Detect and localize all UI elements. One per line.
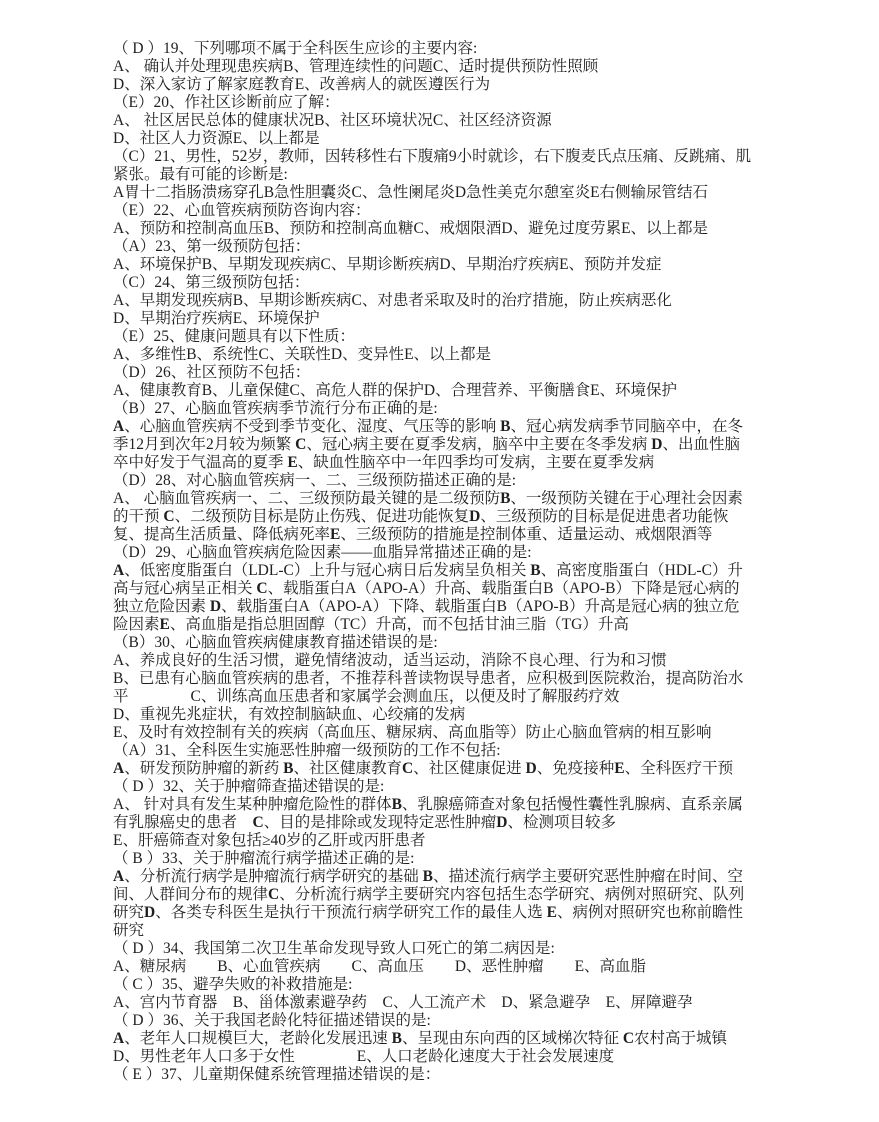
bold-option-letter: E (546, 904, 557, 921)
bold-option-letter: A (113, 760, 125, 777)
text-line: （ D ）36、关于我国老龄化特征描述错误的是: (113, 1012, 431, 1029)
text-line: （ B ）33、关于肿瘤流行病学描述正确的是: (113, 850, 415, 867)
text-line: D、男性老年人口多于女性 E、人口老龄化速度大于社会发展速度 (113, 1048, 615, 1065)
bold-option-letter: B (530, 562, 541, 579)
text-line: A、养成良好的生活习惯，避免情绪波动，适当运动，消除不良心理、行为和习惯 (113, 652, 667, 669)
bold-option-letter: D (469, 508, 481, 525)
text-line: （C）24、第三级预防包括： (113, 274, 310, 291)
text-line: A、环境保护B、早期发现疾病C、早期诊断疾病D、早期治疗疾病E、预防并发症 (113, 256, 662, 273)
bold-option-letter: C (163, 508, 175, 525)
bold-option-letter: B (500, 490, 511, 507)
text-line: 研究D、各类专科医生是执行干预流行病学研究工作的最佳人选 E、病例对照研究也称前瞻性 (113, 904, 743, 921)
text-line: A、健康教育B、儿童保健C、高危人群的保护D、合理营养、平衡膳食E、环境保护 (113, 382, 678, 399)
text-line: D、深入家访了解家庭教育E、改善病人的就医遵医行为 (113, 76, 491, 93)
text-line: 高与冠心病呈正相关 C、载脂蛋白A（APO-A）升高、载脂蛋白B（APO-B）下降是冠心病的 (113, 580, 740, 597)
bold-option-letter: C (268, 886, 280, 903)
text-line: A、 确认并处理现患疾病B、管理连续性的问题C、适时提供预防性照顾 (113, 58, 599, 75)
bold-option-letter: E (330, 526, 341, 543)
bold-option-letter: D (651, 436, 663, 453)
bold-option-letter: B (391, 796, 402, 813)
text-line: A、 社区居民总体的健康状况B、社区环境状况C、社区经济资源 (113, 112, 552, 129)
text-line: 险因素E、高血脂是指总胆固醇（TC）升高，而不包括甘油三脂（TG）升高 (113, 616, 629, 633)
text-line: A、早期发现疾病B、早期诊断疾病C、对患者采取及时的治疗措施，防止疾病恶化 (113, 292, 672, 309)
text-line: 独立危险因素 D、载脂蛋白A（APO-A）下降、载脂蛋白B（APO-B）升高是冠心病的独立危 (113, 598, 740, 615)
text-line: A、老年人口规模巨大，老龄化发展迅速 B、呈现由东向西的区域梯次特征 C农村高于城镇 (113, 1030, 728, 1047)
bold-option-letter: D (209, 598, 222, 615)
text-line: A、分析流行病学是肿瘤流行病学研究的基础 B、描述流行病学主要研究恶性肿瘤在时间、空 (113, 868, 743, 885)
text-line: A、 针对具有发生某种肿瘤危险性的群体B、乳腺癌筛查对象包括慢性囊性乳腺病、直系亲属 (113, 796, 743, 813)
text-line: 间、人群间分布的规律C、分析流行病学主要研究内容包括生态学研究、病例对照研究、队列 (113, 886, 745, 903)
text-line: （D）29、心脑血管疾病危险因素——血脂异常描述正确的是: (113, 544, 532, 561)
bold-option-letter: C (622, 1030, 635, 1047)
bold-option-letter: D (496, 814, 508, 831)
text-line: A、预防和控制高血压B、预防和控制高血糖C、戒烟限酒D、避免过度劳累E、以上都是 (113, 220, 709, 237)
text-line: 的干预 C、二级预防目标是防止伤残、促进功能恢复D、三级预防的目标是促进患者功能恢 (113, 508, 729, 525)
text-line: （B）30、心脑血管疾病健康教育描述错误的是: (113, 634, 438, 651)
bold-option-letter: C (256, 580, 268, 597)
text-line: E、肝癌筛查对象包括≥40岁的乙肝或丙肝患者 (113, 832, 426, 849)
text-line: A、低密度脂蛋白（LDL-C）上升与冠心病日后发病呈负相关 B、高密度脂蛋白（HDL-C）升 (113, 562, 743, 579)
bold-option-letter: E (287, 454, 298, 471)
bold-option-letter: A (113, 418, 125, 435)
text-line: （D）28、对心脑血管疾病一、二、三级预防描述正确的是: (113, 472, 517, 489)
text-line: （ C ）35、避孕失败的补救措施是: (113, 976, 353, 993)
bold-option-letter: C (295, 436, 307, 453)
bold-option-letter: B (283, 760, 294, 777)
text-line: 紧张。最有可能的诊断是: (113, 166, 288, 183)
text-line: D、社区人力资源E、以上都是 (113, 130, 320, 147)
bold-option-letter: D (525, 760, 537, 777)
text-line: 卒中好发于气温高的夏季 E、缺血性脑卒中一年四季均可发病，主要在夏季发病 (113, 454, 655, 471)
bold-option-letter: D (144, 904, 156, 921)
text-line: A、糖尿病 B、心血管疾病 C、高血压 D、恶性肿瘤 E、高血脂 (113, 958, 647, 975)
bold-option-letter: A (113, 1030, 125, 1047)
bold-option-letter: A (113, 562, 125, 579)
text-line: 研究 (113, 922, 145, 939)
text-line: 复、提高生活质量、降低病死率E、三级预防的措施是控制体重、适量运动、戒烟限酒等 (113, 526, 713, 543)
text-line: （E）25、健康问题具有以下性质： (113, 328, 355, 345)
text-line: 季12月到次年2月较为频繁 C、冠心病主要在夏季发病，脑卒中主要在冬季发病 D、出血性脑 (113, 436, 740, 453)
bold-option-letter: B (500, 418, 511, 435)
text-line: D、重视先兆症状，有效控制脑缺血、心绞痛的发病 (113, 706, 466, 723)
bold-option-letter: C (252, 814, 264, 831)
text-line: （C）21、男性，52岁，教师，因转移性右下腹痛9小时就诊，右下腹麦氏点压痛、反跳痛、肌 (113, 148, 752, 165)
text-line: （B）27、心脑血管疾病季节流行分布正确的是: (113, 400, 438, 417)
text-line: A、心脑血管疾病不受到季节变化、湿度、气压等的影响 B、冠心病发病季节同脑卒中，在冬 (113, 418, 743, 435)
text-line: A胃十二指肠溃疡穿孔B急性胆囊炎C、急性阑尾炎D急性美克尔憩室炎E右侧输尿管结石 (113, 184, 709, 201)
exam-questions (113, 40, 789, 1084)
text-line: （ D ）34、我国第二次卫生革命发现导致人口死亡的第二病因是: (113, 940, 555, 957)
text-line: （A）31、全科医生实施恶性肿瘤一级预防的工作不包括: (113, 742, 501, 759)
bold-option-letter: E (614, 760, 625, 777)
text-line: 有乳腺癌史的患者 C、目的是排除或发现特定恶性肿瘤D、检测项目较多 (113, 814, 616, 831)
text-line: （ E ）37、儿童期保健系统管理描述错误的是： (113, 1066, 441, 1083)
bold-option-letter: E (159, 616, 170, 633)
bold-option-letter: C (401, 760, 414, 777)
text-line: A、多维性B、系统性C、关联性D、变异性E、以上都是 (113, 346, 492, 363)
text-line: （E）22、心血管疾病预防咨询内容： (113, 202, 371, 219)
text-line: A、 心脑血管疾病一、二、三级预防最关键的是二级预防B、一级预防关键在于心理社会因素 (113, 490, 743, 507)
text-line: （D）26、社区预防不包括： (113, 364, 311, 381)
text-line: A、宫内节育器 B、甾体激素避孕药 C、人工流产术 D、紧急避孕 E、屏障避孕 (113, 994, 693, 1011)
bold-option-letter: B (391, 1030, 402, 1047)
text-line: B、已患有心脑血管疾病的患者，不推荐科普读物误导患者，应积极到医院救治，提高防治水 (113, 670, 744, 687)
text-line: 平 C、训练高血压患者和家属学会测血压，以便及时了解服药疗效 (113, 688, 620, 705)
text-line: （ D ）32、关于肿瘤筛查描述错误的是: (113, 778, 385, 795)
text-line: （E）20、作社区诊断前应了解： (113, 94, 340, 111)
text-line: （ D ）19、下列哪项不属于全科医生应诊的主要内容: (113, 40, 478, 57)
text-line: （A）23、第一级预防包括： (113, 238, 311, 255)
bold-option-letter: B (422, 868, 433, 885)
bold-option-letter: A (113, 868, 125, 885)
text-line: E、及时有效控制有关的疾病（高血压、糖尿病、高血脂等）防止心脑血管病的相互影响 (113, 724, 712, 741)
text-line: D、早期治疗疾病E、环境保护 (113, 310, 320, 327)
text-line: A、研发预防肿瘤的新药 B、社区健康教育C、社区健康促进 D、免疫接种E、全科医疗干预 (113, 760, 734, 777)
